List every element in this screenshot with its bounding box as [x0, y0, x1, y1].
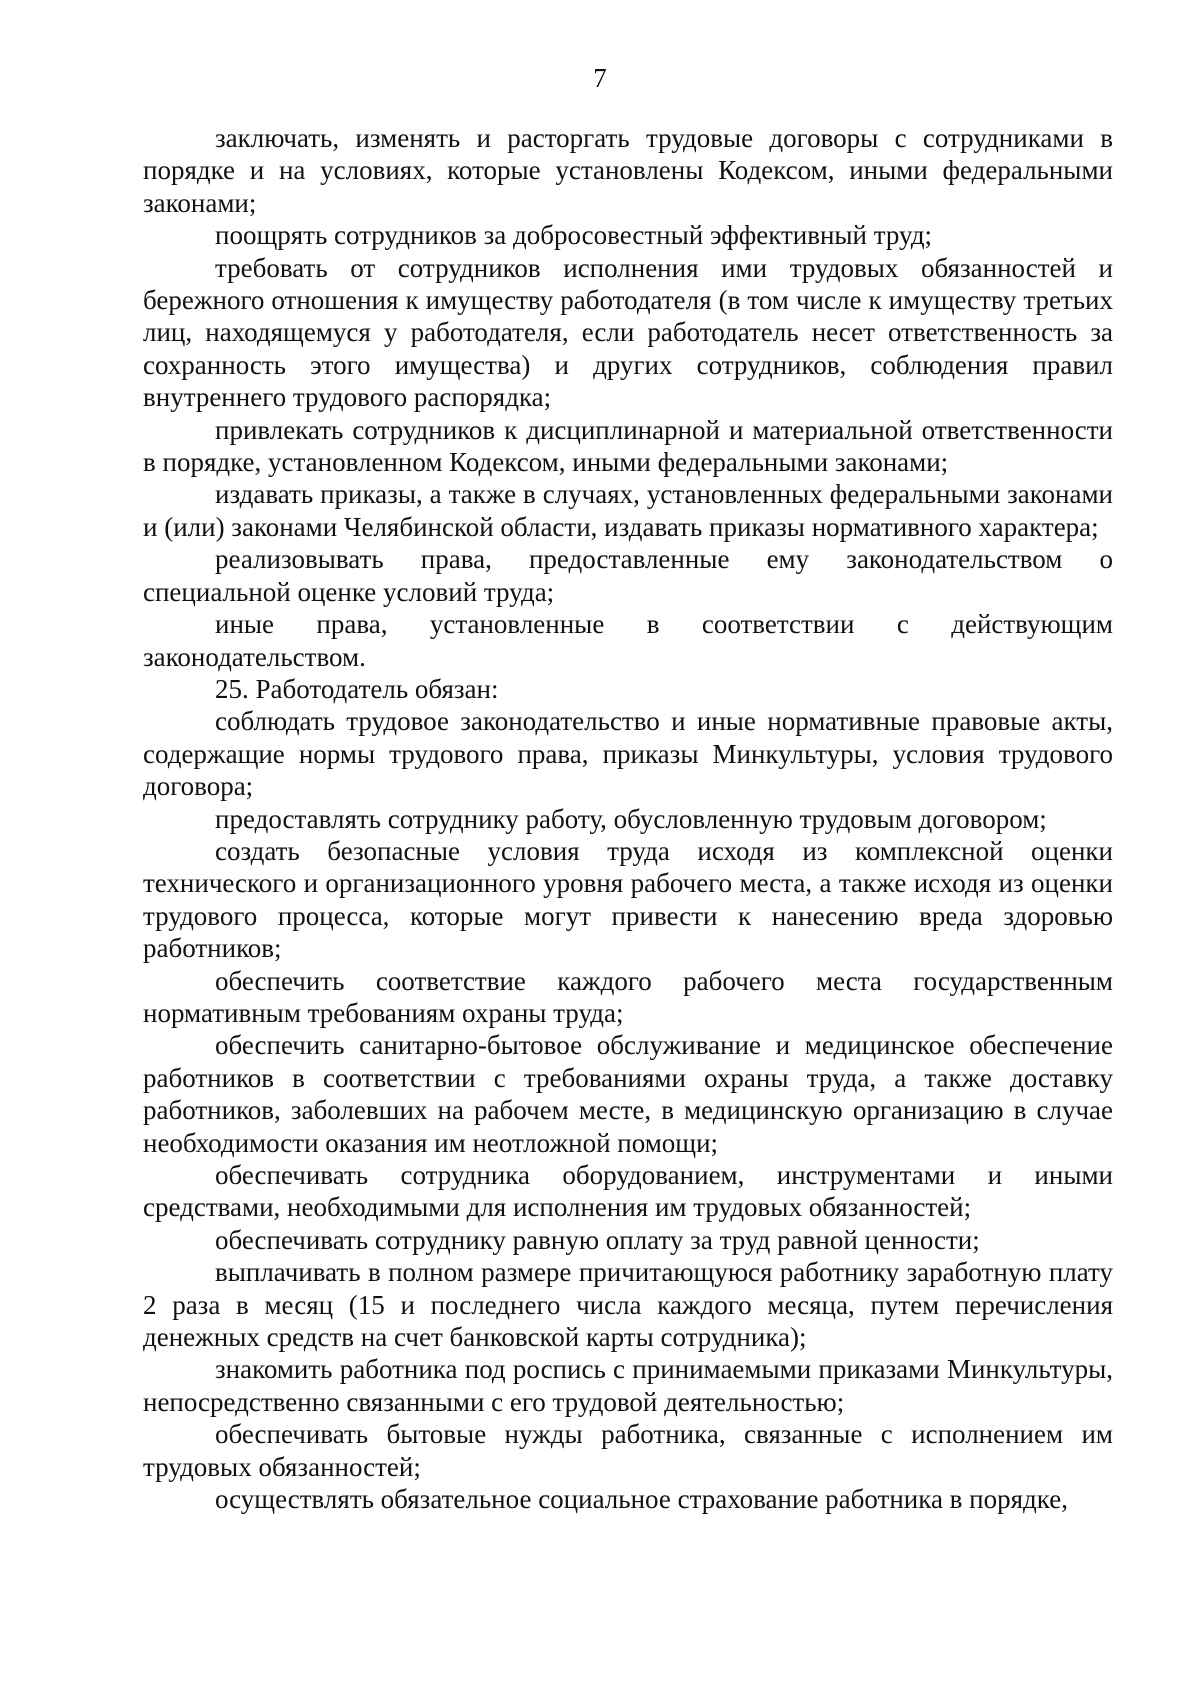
paragraph: издавать приказы, а также в случаях, установленных федеральными законами и (или) законами Челябинской области, издавать приказы нормативного характера;: [143, 479, 1113, 542]
paragraph: поощрять сотрудников за добросовестный эффективный труд;: [215, 220, 933, 251]
paragraph: реализовывать права, предоставленные ему законодательством о специальной оценке условий труда;: [143, 544, 1113, 607]
paragraph: привлекать сотрудников к дисциплинарной и материальной ответственности в порядке, установленном Кодексом, иными федеральными законами;: [143, 414, 1113, 478]
paragraph: обеспечивать сотруднику равную оплату за труд равной ценности;: [215, 1224, 980, 1255]
paragraph: выплачивать в полном размере причитающуюся работнику заработную плату 2 раза в месяц (15 и последнего числа каждого месяца, путем перечисления денежных средств на счет банковской карты сотрудника);: [143, 1257, 1113, 1353]
document-body: [143, 122, 1113, 1515]
paragraph: обеспечивать сотрудника оборудованием, инструментами и иными средствами, необходимыми для исполнения им трудовых обязанностей;: [143, 1160, 1113, 1223]
paragraph: обеспечивать бытовые нужды работника, связанные с исполнением им трудовых обязанностей;: [143, 1419, 1113, 1482]
paragraph: обеспечить санитарно-бытовое обслуживание и медицинское обеспечение работников в соответствии с требованиями охраны труда, а также доставку работников, заболевших на рабочем месте, в медицинскую организацию в случае необходимости оказания им неотложной помощи;: [143, 1030, 1113, 1158]
paragraph: осуществлять обязательное социальное страхование работника в порядке,: [215, 1484, 1068, 1515]
section-heading: 25. Работодатель обязан:: [215, 673, 499, 704]
paragraph: создать безопасные условия труда исходя из комплексной оценки технического и организационного уровня рабочего места, а также исходя из оценки трудового процесса, которые могут привести к нанесению вреда здоровью работников;: [143, 835, 1113, 964]
paragraph: заключать, изменять и расторгать трудовые договоры с сотрудниками в порядке и на условиях, которые установлены Кодексом, иными федеральными законами;: [143, 123, 1113, 218]
paragraph: соблюдать трудовое законодательство и иные нормативные правовые акты, содержащие нормы трудового права, приказы Минкультуры, условия трудового договора;: [143, 706, 1113, 802]
page-number: 7: [593, 63, 607, 93]
paragraph: обеспечить соответствие каждого рабочего места государственным нормативным требованиям охраны труда;: [143, 965, 1113, 1028]
paragraph: требовать от сотрудников исполнения ими трудовых обязанностей и бережного отношения к имуществу работодателя (в том числе к имуществу третьих лиц, находящемуся у работодателя, если работодатель несет ответственность за сохранность этого имущества) и других сотрудников, соблюдения правил внутреннего трудового распорядка;: [143, 252, 1113, 413]
paragraph: предоставлять сотруднику работу, обусловленную трудовым договором;: [215, 803, 1047, 834]
paragraph: иные права, установленные в соответствии с действующим законодательством.: [143, 609, 1113, 672]
paragraph: знакомить работника под роспись с принимаемыми приказами Минкультуры, непосредственно связанными с его трудовой деятельностью;: [143, 1354, 1113, 1417]
